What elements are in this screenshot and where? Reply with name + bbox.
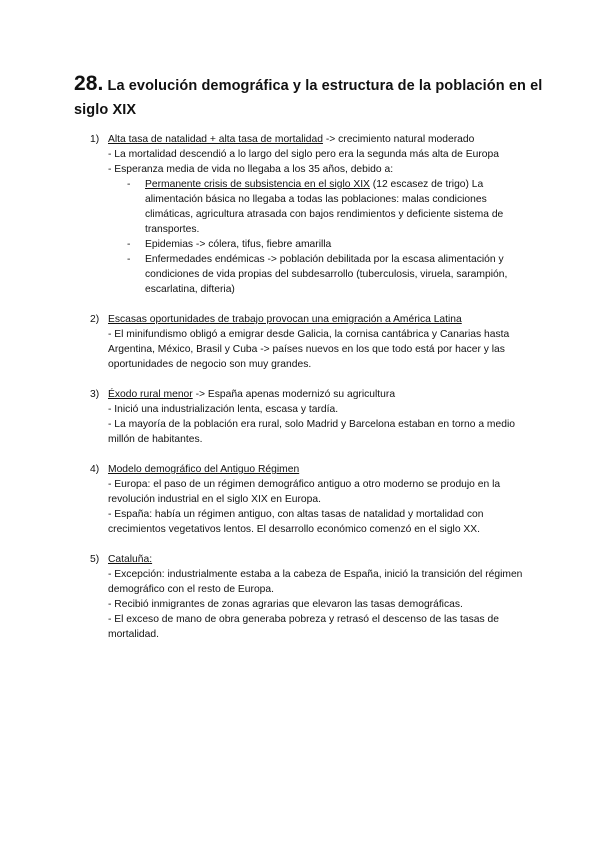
sub-item-underlined: Permanente crisis de subsistencia en el siglo XIX [145,179,370,190]
section-heading-underlined: Alta tasa de natalidad + alta tasa de mortalidad [108,134,323,145]
paragraph: - Europa: el paso de un régimen demográfico antiguo a otro moderno se produjo en la revolución industrial en el siglo XIX en Europa. [108,479,501,505]
section-marker: 3) [90,389,100,400]
paragraph: - España: había un régimen antiguo, con altas tasas de natalidad y mortalidad con crecimientos vegetativos lentos. El desarrollo económico comenzó en el siglo XX. [108,509,484,535]
section-heading-underlined: Éxodo rural menor [108,389,193,400]
section-marker: 5) [90,554,100,565]
section-marker: 4) [90,464,100,475]
section-emigracion [90,312,530,372]
paragraph: - El exceso de mano de obra generaba pobreza y retrasó el descenso de las tasas de mortalidad. [108,614,499,640]
paragraph: - Esperanza media de vida no llegaba a los 35 años, debido a: [108,164,394,175]
sub-item-text: Enfermedades endémicas -> población debilitada por la escasa alimentación y condiciones de vida propias del subdesarrollo (tuberculosis, viruela, sarampión, escarlatina, difteria) [145,254,508,295]
dash-bullet: - [127,179,131,190]
dash-bullet: - [127,239,131,250]
section-heading [108,552,530,567]
paragraph: - Recibió inmigrantes de zonas agrarias que elevaron las tasas demográficas. [108,599,463,610]
paragraph: - Inició una industrialización lenta, escasa y tardía. [108,404,339,415]
section-heading-underlined: Escasas oportunidades de trabajo provocan una emigración a América Latina [108,314,462,325]
sub-item-crisis [108,177,530,237]
paragraph: - Excepción: industrialmente estaba a la cabeza de España, inició la transición del régimen demográfico con el resto de Europa. [108,569,523,595]
section-heading-underlined: Modelo demográfico del Antiguo Régimen [108,464,300,475]
page-title [74,72,544,122]
section-heading-tail: -> España apenas modernizó su agricultura [192,389,396,400]
section-heading [108,387,530,402]
section-heading [108,132,530,147]
paragraph: - La mortalidad descendió a lo largo del siglo pero era la segunda más alta de Europa [108,149,499,160]
title-text: La evolución demográfica y la estructura de la población en el siglo XIX [74,78,543,118]
section-exodo-rural [90,387,530,447]
section-heading [108,462,530,477]
sub-item-endemicas [108,252,530,297]
dash-bullet: - [127,254,131,265]
sub-item-text: Epidemias -> cólera, tifus, fiebre amarilla [145,239,332,250]
sub-item-epidemias [108,237,530,252]
section-heading-tail: -> crecimiento natural moderado [322,134,475,145]
section-modelo-demografico [90,462,530,537]
section-marker: 2) [90,314,100,325]
title-number: 28. [74,72,104,95]
section-heading-underlined: Cataluña: [108,554,153,565]
paragraph: - El minifundismo obligó a emigrar desde Galicia, la cornisa cantábrica y Canarias hasta Argentina, México, Brasil y Cuba -> países nuevos en los que todo está por hacer y las oportunidades de negocio son muy grandes. [108,329,510,370]
section-heading [108,312,530,327]
section-marker: 1) [90,134,100,145]
document-body [90,132,530,657]
paragraph: - La mayoría de la población era rural, solo Madrid y Barcelona estaban en torno a medio millón de habitantes. [108,419,515,445]
section-cataluna [90,552,530,642]
section-natalidad-mortalidad [90,132,530,297]
sub-item-text: (12 escasez de trigo) La alimentación básica no llegaba a todas las poblaciones: malas condiciones climáticas, agricultura atrasada con bajos rendimientos y deficiente sistema de transportes. [145,179,504,235]
